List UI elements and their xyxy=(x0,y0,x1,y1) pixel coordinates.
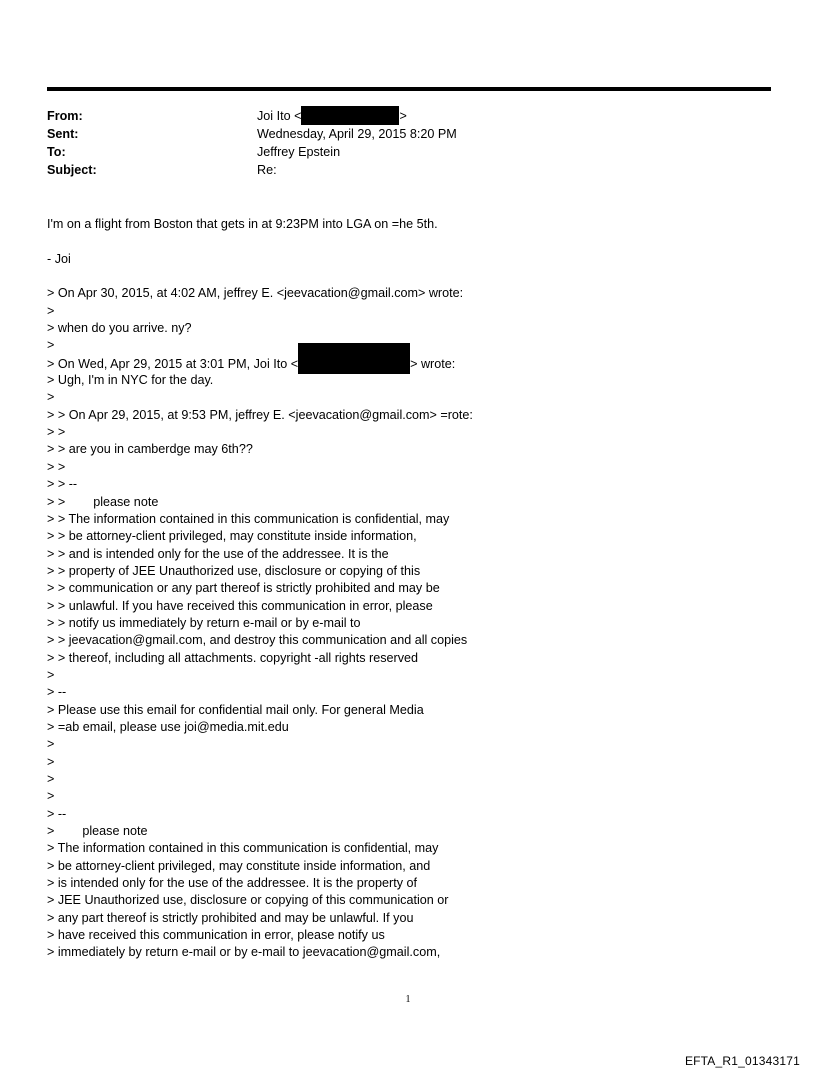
quoted-line: > > and is intended only for the use of the addressee. It is the xyxy=(47,546,389,561)
quoted-line: > xyxy=(47,390,55,405)
from-name: Joi Ito < xyxy=(257,109,302,123)
quoted-line: > xyxy=(47,338,55,353)
from-label: From: xyxy=(47,109,83,123)
header-divider xyxy=(47,87,771,91)
quoted-line: > -- xyxy=(47,685,67,700)
sent-value: Wednesday, April 29, 2015 8:20 PM xyxy=(257,127,457,141)
quoted-line: > when do you arrive. ny? xyxy=(47,321,192,336)
email-body xyxy=(47,216,767,962)
quoted-line: > xyxy=(47,789,55,804)
from-close: > xyxy=(399,109,407,123)
quoted-line: > immediately by return e-mail or by e-mail to jeevacation@gmail.com, xyxy=(47,945,441,960)
from-value xyxy=(257,107,407,125)
subject-label: Subject: xyxy=(47,163,97,177)
to-label: To: xyxy=(47,145,66,159)
quoted-line: > xyxy=(47,667,55,682)
quoted-line: > > The information contained in this communication is confidential, may xyxy=(47,511,450,526)
quoted-line: > > notify us immediately by return e-mail or by e-mail to xyxy=(47,615,361,630)
quoted-line: > Please use this email for confidential mail only. For general Media xyxy=(47,702,424,717)
quoted-line: > > property of JEE Unauthorized use, disclosure or copying of this xyxy=(47,563,421,578)
email-header xyxy=(47,107,747,179)
quoted-line: > -- xyxy=(47,806,67,821)
quoted-line: > The information contained in this communication is confidential, may xyxy=(47,841,439,856)
sent-row xyxy=(47,125,747,143)
quoted-line: > > xyxy=(47,459,66,474)
subject-value: Re: xyxy=(257,163,277,177)
quoted-line: > be attorney-client privileged, may constitute inside information, and xyxy=(47,858,431,873)
quoted-line: > JEE Unauthorized use, disclosure or copying of this communication or xyxy=(47,893,449,908)
quoted-line-start: > On Wed, Apr 29, 2015 at 3:01 PM, Joi Ito < xyxy=(47,356,299,371)
quoted-line xyxy=(47,355,767,372)
to-value: Jeffrey Epstein xyxy=(257,145,341,159)
to-row xyxy=(47,143,747,161)
subject-row xyxy=(47,161,747,179)
quoted-line: > xyxy=(47,772,55,786)
quoted-line: > is intended only for the use of the addressee. It is the property of xyxy=(47,876,417,891)
quoted-line: > =ab email, please use joi@media.mit.edu xyxy=(47,719,289,734)
quoted-line: > > unlawful. If you have received this communication in error, please xyxy=(47,598,433,613)
quoted-line: > > xyxy=(47,425,66,440)
quoted-line: > > On Apr 29, 2015, at 9:53 PM, jeffrey E. <jeevacation@gmail.com> =rote: xyxy=(47,407,473,422)
redaction-box xyxy=(301,106,399,125)
quoted-line: > have received this communication in error, please notify us xyxy=(47,928,385,943)
quoted-line: > xyxy=(47,737,55,752)
sent-label: Sent: xyxy=(47,127,79,141)
from-row xyxy=(47,107,747,125)
body-line xyxy=(47,233,767,250)
quoted-line: > > communication or any part thereof is strictly prohibited and may be xyxy=(47,581,440,596)
quoted-line: > > jeevacation@gmail.com, and destroy this communication and all copies xyxy=(47,633,468,648)
quoted-line: > > please note xyxy=(47,494,159,509)
body-line: I'm on a flight from Boston that gets in at 9:23PM into LGA on =he 5th. xyxy=(47,217,438,231)
quoted-line: > Ugh, I'm in NYC for the day. xyxy=(47,373,214,388)
quoted-line: > xyxy=(47,303,55,318)
signature-line: - Joi xyxy=(47,251,71,266)
quoted-line-end: > wrote: xyxy=(410,356,456,371)
quoted-line: > > -- xyxy=(47,477,78,492)
quoted-line: > any part thereof is strictly prohibited and may be unlawful. If you xyxy=(47,910,414,925)
quoted-line: > please note xyxy=(47,824,148,839)
page-number: 1 xyxy=(405,994,411,1005)
quoted-line: > > be attorney-client privileged, may constitute inside information, xyxy=(47,529,417,544)
document-id: EFTA_R1_01343171 xyxy=(684,1054,800,1068)
quoted-line: > > are you in camberdge may 6th?? xyxy=(47,442,253,457)
quoted-line: > xyxy=(47,754,55,769)
body-line xyxy=(47,268,767,285)
quoted-line: > On Apr 30, 2015, at 4:02 AM, jeffrey E. <jeevacation@gmail.com> wrote: xyxy=(47,286,464,301)
quoted-line: > > thereof, including all attachments. copyright -all rights reserved xyxy=(47,650,419,665)
redaction-box xyxy=(298,343,410,374)
